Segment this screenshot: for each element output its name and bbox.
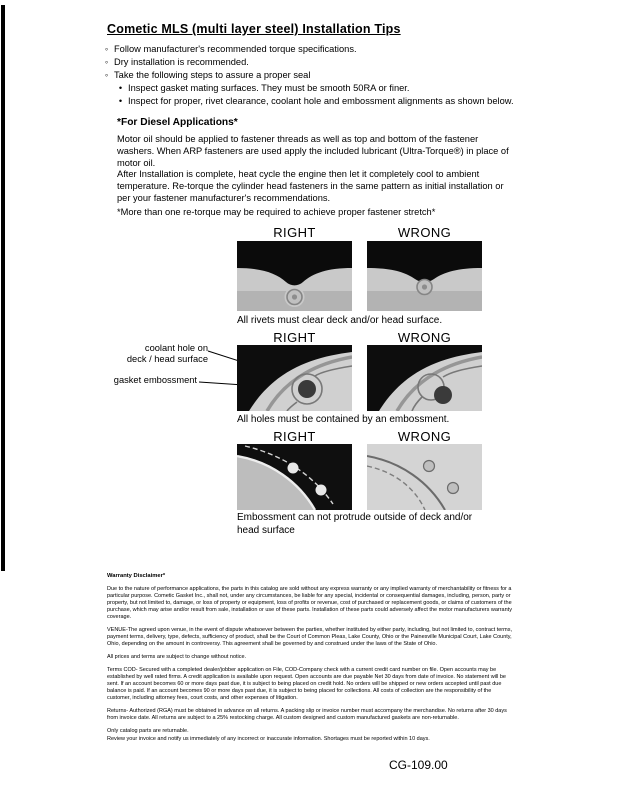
left-margin-line bbox=[1, 5, 5, 571]
right-label: RIGHT bbox=[273, 330, 316, 345]
diagram-caption-deck-edge: Embossment can not protrude outside of deck and/or head surface bbox=[237, 512, 473, 536]
wrong-label: WRONG bbox=[397, 429, 452, 444]
callout-coolant-hole bbox=[96, 343, 208, 365]
legal-section bbox=[107, 573, 513, 749]
dot-bullet-icon: • bbox=[118, 96, 123, 106]
tip-text: Dry installation is recommended. bbox=[114, 57, 249, 67]
callout-coolant-line1: coolant hole on bbox=[144, 343, 208, 353]
bullet-icon: ◦ bbox=[104, 70, 109, 80]
document-number: CG-109.00 bbox=[389, 758, 448, 772]
bullet-icon: ◦ bbox=[104, 44, 109, 54]
legal-paragraph-returns: Returns- Authorized (RGA) must be obtained in advance on all returns. A packing slip or invoice number must accompany the merchandise. No returns after 30 days from invoice date. All returns are subject to a 25% restocking charge. All custom designed and custom manufactured gaskets are non-returnable. bbox=[107, 708, 507, 721]
dot-bullet-icon: • bbox=[118, 83, 123, 93]
right-label: RIGHT bbox=[273, 429, 316, 444]
tip-item bbox=[103, 69, 523, 82]
warranty-disclaimer-heading: Warranty Disclaimer* bbox=[107, 573, 166, 579]
legal-paragraph-prices: All prices and terms are subject to change without notice. bbox=[107, 654, 247, 660]
diagram-caption-rivets: All rivets must clear deck and/or head surface. bbox=[237, 315, 443, 326]
legal-paragraph-review: Review your invoice and notify us immediately of any incorrect or inaccurate information. Shortages must be reported within 10 days. bbox=[107, 736, 430, 742]
embossment-wrong-diagram bbox=[367, 345, 482, 411]
deck-edge-wrong-diagram bbox=[367, 444, 482, 510]
rivet-right-diagram bbox=[237, 241, 352, 311]
legal-paragraph-venue: VENUE-The agreed upon venue, in the event of dispute whatsoever between the parties, whether instituted by either party, including, but not limited to, contract terms, payment terms, delivery, type, defects, sufficiency of product, shall be the Court of Common Pleas, Lake County, Ohio or the Painesville Municipal Court, Lake County, Ohio, depending on the amount in controversy. This agreement shall be governed by and construed under the laws of the State of Ohio. bbox=[107, 627, 512, 647]
diesel-applications-heading: *For Diesel Applications* bbox=[117, 117, 238, 128]
tip-text: Inspect for proper, rivet clearance, coolant hole and embossment alignments as shown below. bbox=[128, 96, 514, 106]
wrong-label: WRONG bbox=[397, 225, 452, 240]
tip-item bbox=[103, 56, 523, 69]
rivet-wrong-diagram bbox=[367, 241, 482, 311]
legal-paragraph-warranty: Due to the nature of performance applications, the parts in this catalog are sold without any express warranty or any implied warranty of merchantability or fitness for a particular purpose. Cometic Gasket Inc., shall not, under any circumstances, be liable for any special, incidental or consequential damages, including, person, party or property, but not limited to, damage, or loss of property or equipment, loss of profits or revenue, cost of purchased or replacement goods, or claims of customers of the purchase, which may arise and/or result from sale, installation or use of these parts. Installation of these parts could adversely affect the motor manufacturers warranty coverage. bbox=[107, 586, 512, 620]
diesel-paragraph-2: After Installation is complete, heat cycle the engine then let it completely cool to ambient temperature. Re-torque the cylinder head fasteners in the same pattern as initial installation or per your fastener manufacturer's recommendations. bbox=[117, 169, 504, 203]
embossment-right-diagram bbox=[237, 345, 352, 411]
legal-paragraph-terms: Terms COD- Secured with a completed dealer/jobber application on File, COD-Company check with a current credit card number on file. Open accounts may be established by well rated firms. A credit application is available upon request. Open accounts are due payable Net 30 days from date of invoice. No statement will be sent. If an account becomes 60 or more days past due, it is subject to being placed on credit hold. No orders will be shipped or new orders accepted until past due balance is paid. If an account becomes 90 or more days past due, it is subject to being placed for collections. All costs of collection are the responsibility of the customer, including attorney fees, court costs, and other expenses of litigation. bbox=[107, 667, 506, 701]
tip-subitem bbox=[117, 82, 523, 95]
page-title: Cometic MLS (multi layer steel) Installation Tips bbox=[107, 22, 401, 36]
legal-paragraph-catalog: Only catalog parts are returnable. bbox=[107, 728, 189, 734]
tip-text: Take the following steps to assure a proper seal bbox=[114, 70, 311, 80]
retorque-note: *More than one re-torque may be required to achieve proper fastener stretch* bbox=[117, 207, 436, 217]
tip-item bbox=[103, 43, 523, 56]
deck-edge-right-diagram bbox=[237, 444, 352, 510]
tip-subitem bbox=[117, 95, 523, 108]
callout-gasket-embossment: gasket embossment bbox=[113, 375, 197, 385]
diagram-caption-holes: All holes must be contained by an embossment. bbox=[237, 414, 450, 425]
wrong-label: WRONG bbox=[397, 330, 452, 345]
tips-section bbox=[103, 43, 523, 108]
tip-text: Inspect gasket mating surfaces. They must be smooth 50RA or finer. bbox=[128, 83, 410, 93]
callout-coolant-line2: deck / head surface bbox=[126, 354, 208, 364]
tip-text: Follow manufacturer's recommended torque specifications. bbox=[114, 44, 357, 54]
bullet-icon: ◦ bbox=[104, 57, 109, 67]
right-label: RIGHT bbox=[273, 225, 316, 240]
diesel-paragraph-1: Motor oil should be applied to fastener threads as well as top and bottom of the fastener washers. When ARP fasteners are used apply the included lubricant (Ultra-Torque®) in place of motor oil. bbox=[117, 134, 509, 168]
